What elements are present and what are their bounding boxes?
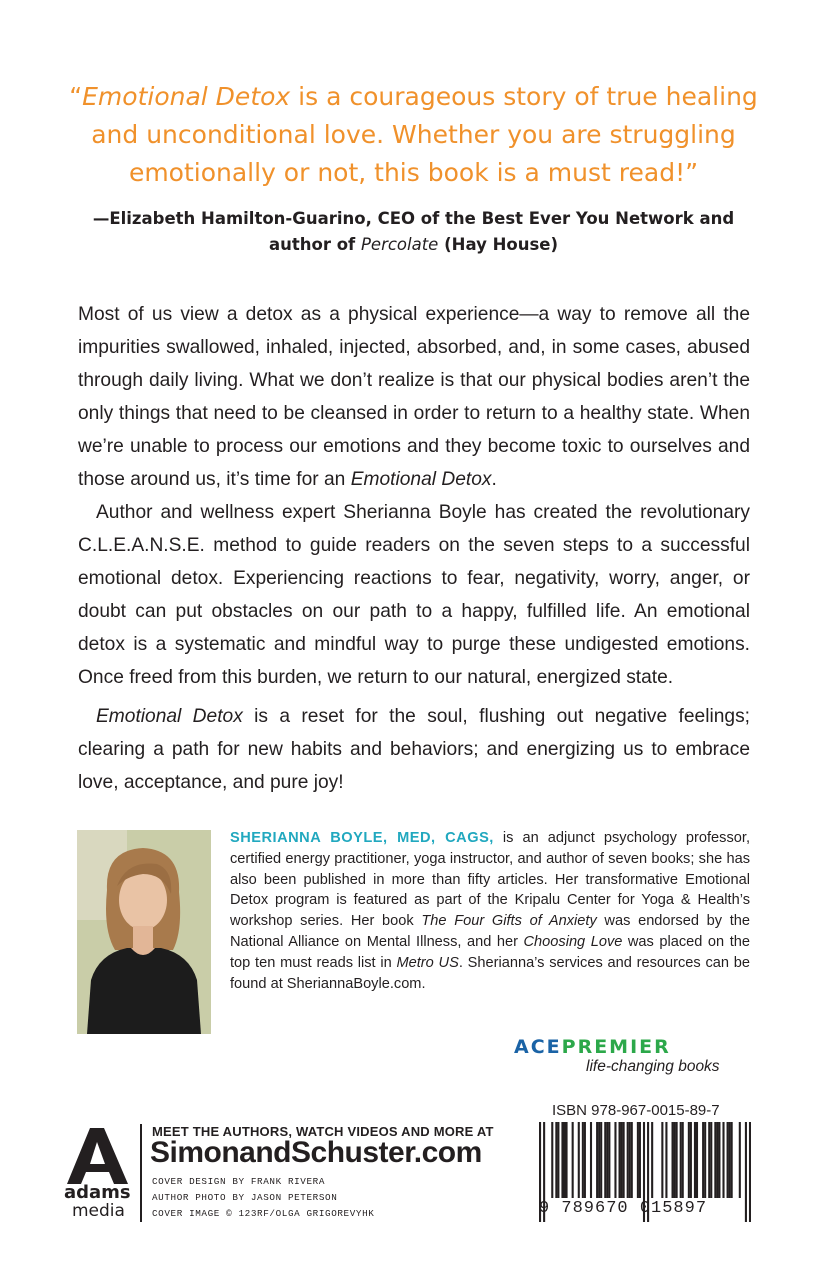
barcode-bar [665, 1122, 667, 1198]
barcode-bar [590, 1122, 592, 1198]
barcode-bar [639, 1122, 641, 1198]
publisher-tagline: life-changing books [586, 1058, 720, 1075]
barcode-bar [739, 1122, 741, 1198]
barcode-bar [651, 1122, 653, 1198]
barcode-bar [596, 1122, 598, 1198]
barcode-bar [680, 1122, 682, 1198]
p1-italic: Emotional Detox [350, 469, 492, 490]
ace-premier-logo [514, 1036, 754, 1080]
barcode-bar [555, 1122, 557, 1198]
barcode-bar [672, 1122, 674, 1198]
blurb-attribution [80, 206, 747, 258]
barcode-bar [714, 1122, 716, 1198]
author-photo [77, 830, 211, 1034]
isbn-number: ISBN 978-967-0015-89-7 [552, 1102, 720, 1119]
author-portrait-illustration [77, 830, 211, 1034]
barcode-bar [704, 1122, 706, 1198]
author-bio-text-1: is an adjunct psychology professor, certified energy practitioner, yoga instructor, and author of seven books; she has also been published in more than fifty articles. Her transformative Emotional Detox program is featured as part of the Kripalu Center for Yoga & Health’s workshop series. Her book [230, 830, 750, 930]
ace-premier-wordmark [514, 1036, 671, 1058]
premier-word: PREMIER [561, 1036, 671, 1058]
attribution-book: Percolate [360, 235, 439, 254]
barcode-bar [604, 1122, 606, 1198]
barcode-bar [606, 1122, 608, 1198]
barcode-bar [629, 1122, 631, 1198]
blurb-quote [60, 78, 767, 192]
meet-authors-text: MEET THE AUTHORS, WATCH VIDEOS AND MORE AT [152, 1124, 494, 1139]
adams-media-logo [58, 1128, 136, 1224]
barcode-bar [716, 1122, 718, 1198]
barcode-bar [621, 1122, 623, 1198]
barcode-bar [598, 1122, 600, 1198]
barcode-bar [627, 1122, 629, 1198]
adams-word: adams [64, 1182, 131, 1203]
barcode-bar [718, 1122, 720, 1198]
barcode-bar [674, 1122, 676, 1198]
p1-text: Most of us view a detox as a physical experience—a way to remove all the impurities swallowed, inhaled, injected, absorbed, and, in some cases, abused through daily living. What we don’t realize is that our physical bodies aren’t the only things that need to be cleansed in order to return to a healthy state. When we’re unable to process our emotions and they become toxic to ourselves and those around us, it’s time for an [78, 304, 750, 490]
quote-open-mark: “ [69, 82, 83, 111]
description-paragraph-1 [78, 298, 750, 496]
p3-italic: Emotional Detox [96, 706, 243, 727]
quote-text: is a courageous story of true healing and unconditional love. Whether you are struggling emotionally or not, this book is a must read! [91, 82, 758, 187]
publisher-website: SimonandSchuster.com [150, 1136, 482, 1169]
author-bio-text-3: was placed on the top ten must reads list in [230, 933, 750, 971]
adams-a-mark-icon [66, 1128, 128, 1184]
barcode-bar [722, 1122, 724, 1198]
barcode-bar [563, 1122, 565, 1198]
barcode-bar [731, 1122, 733, 1198]
author-bio-text-2: was endorsed by the National Alliance on Mental Illness, and her [230, 913, 751, 950]
author-bio [230, 828, 750, 994]
barcode-bar [561, 1122, 563, 1198]
description-paragraph-2: Author and wellness expert Sherianna Boyle has created the revolutionary C.L.E.A.N.S.E. method to guide readers on the seven steps to a successful emotional detox. Experiencing reactions to fear, negativity, worry, anger, or doubt can put obstacles on our path to a happy, fulfilled life. An emotional detox is a systematic and mindful way to purge these undigested emotions. Once freed from this burden, we return to our natural, energized state. [78, 502, 750, 688]
barcode-bar [584, 1122, 586, 1198]
p3-text: is a reset for the soul, flushing out negative feelings; clearing a path for new habits and behaviors; and energizing us to embrace love, acceptance, and pure joy! [78, 706, 751, 793]
barcode-bar [608, 1122, 610, 1198]
barcode-bar [582, 1122, 584, 1198]
barcode-bar [690, 1122, 692, 1198]
barcode-bar [623, 1122, 625, 1198]
barcode-bar [557, 1122, 559, 1198]
barcode-bar [578, 1122, 580, 1198]
barcode-bar [729, 1122, 731, 1198]
description-paragraph-3 [78, 700, 750, 799]
media-word: media [72, 1201, 125, 1221]
barcode-bar [702, 1122, 704, 1198]
author-publication: Metro US [396, 954, 459, 971]
barcode-bar [661, 1122, 663, 1198]
barcode-bar [682, 1122, 684, 1198]
credit-cover-image: COVER IMAGE © 123RF/OLGA GRIGOREVYHK [152, 1208, 375, 1219]
footer-divider [140, 1124, 142, 1222]
barcode-bar [551, 1122, 553, 1198]
barcode-bar [566, 1122, 568, 1198]
quote-close-mark: ” [685, 158, 699, 187]
author-book-2: Choosing Love [523, 933, 623, 950]
credit-cover-design: COVER DESIGN BY FRANK RIVERA [152, 1176, 326, 1187]
barcode-bar [614, 1122, 616, 1198]
barcode-bar [710, 1122, 712, 1198]
barcode-bar [727, 1122, 729, 1198]
author-bio-text-4: . Sherianna’s services and resources can be found at SheriannaBoyle.com. [230, 954, 750, 992]
barcode-bar [676, 1122, 678, 1198]
barcode-bar [708, 1122, 710, 1198]
ace-word: ACE [514, 1036, 562, 1058]
barcode-bar [696, 1122, 698, 1198]
barcode-bar [631, 1122, 633, 1198]
barcode-bar [694, 1122, 696, 1198]
attribution-suffix: (Hay House) [438, 235, 559, 254]
author-book-1: The Four Gifts of Anxiety [421, 913, 597, 930]
barcode-bar [637, 1122, 639, 1198]
barcode-bar [688, 1122, 690, 1198]
attribution-prefix: —Elizabeth Hamilton-Guarino, CEO of the Best Ever You Network and author of [92, 209, 735, 254]
quote-book-title: Emotional Detox [82, 82, 291, 111]
barcode-bar [619, 1122, 621, 1198]
p1-end: . [491, 469, 497, 490]
barcode-bar [572, 1122, 574, 1198]
credit-author-photo: AUTHOR PHOTO BY JASON PETERSON [152, 1192, 338, 1203]
author-name: SHERIANNA BOYLE, MED, CAGS, [230, 830, 494, 846]
barcode-digits: 9 789670 015897 [539, 1199, 708, 1218]
barcode-bar [600, 1122, 602, 1198]
